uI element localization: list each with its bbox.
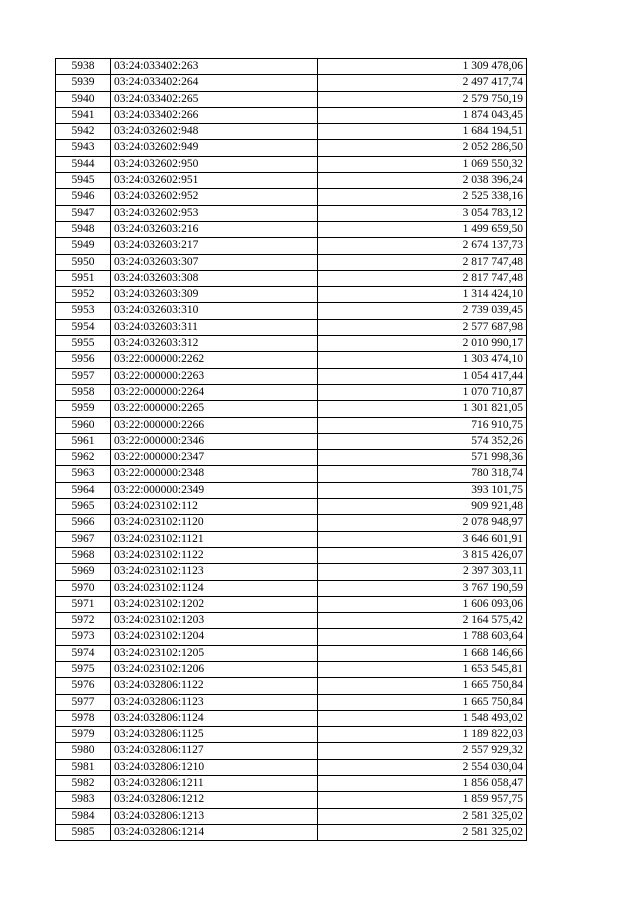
- cadastral-value-cell: 1 301 821,05: [318, 401, 527, 417]
- cadastral-number-cell: 03:22:000000:2264: [111, 384, 318, 400]
- cadastral-number-cell: 03:24:032603:310: [111, 303, 318, 319]
- table-row: [56, 759, 527, 775]
- cadastral-number-cell: 03:24:023102:1205: [111, 645, 318, 661]
- row-number-cell: 5979: [56, 727, 111, 743]
- table-row: [56, 156, 527, 172]
- cadastral-value-cell: 2 078 948,97: [318, 515, 527, 531]
- cadastral-number-cell: 03:24:032806:1127: [111, 743, 318, 759]
- table-row: [56, 710, 527, 726]
- table-row: [56, 254, 527, 270]
- cadastral-number-cell: 03:24:032603:216: [111, 221, 318, 237]
- row-number-cell: 5944: [56, 156, 111, 172]
- cadastral-number-cell: 03:22:000000:2265: [111, 401, 318, 417]
- cadastral-number-cell: 03:22:000000:2262: [111, 352, 318, 368]
- row-number-cell: 5938: [56, 59, 111, 75]
- table-row: [56, 401, 527, 417]
- cadastral-value-cell: 2 581 325,02: [318, 824, 527, 840]
- table-body: [56, 59, 527, 841]
- row-number-cell: 5975: [56, 661, 111, 677]
- cadastral-value-cell: 2 577 687,98: [318, 319, 527, 335]
- cadastral-number-cell: 03:24:033402:265: [111, 91, 318, 107]
- cadastral-value-cell: 716 910,75: [318, 417, 527, 433]
- cadastral-number-cell: 03:22:000000:2348: [111, 466, 318, 482]
- row-number-cell: 5950: [56, 254, 111, 270]
- cadastral-value-cell: 1 499 659,50: [318, 221, 527, 237]
- cadastral-number-cell: 03:24:032806:1125: [111, 727, 318, 743]
- cadastral-value-cell: 393 101,75: [318, 482, 527, 498]
- cadastral-value-cell: 3 054 783,12: [318, 205, 527, 221]
- row-number-cell: 5961: [56, 433, 111, 449]
- cadastral-number-cell: 03:24:033402:264: [111, 75, 318, 91]
- row-number-cell: 5969: [56, 564, 111, 580]
- cadastral-number-cell: 03:24:032602:950: [111, 156, 318, 172]
- table-row: [56, 140, 527, 156]
- cadastral-value-cell: 1 314 424,10: [318, 287, 527, 303]
- table-row: [56, 694, 527, 710]
- row-number-cell: 5951: [56, 270, 111, 286]
- row-number-cell: 5983: [56, 792, 111, 808]
- cadastral-number-cell: 03:22:000000:2263: [111, 368, 318, 384]
- table-row: [56, 417, 527, 433]
- cadastral-number-cell: 03:24:032806:1123: [111, 694, 318, 710]
- cadastral-value-cell: 1 070 710,87: [318, 384, 527, 400]
- row-number-cell: 5972: [56, 613, 111, 629]
- table-row: [56, 776, 527, 792]
- cadastral-number-cell: 03:24:032602:953: [111, 205, 318, 221]
- cadastral-value-cell: 1 189 822,03: [318, 727, 527, 743]
- cadastral-value-cell: 3 767 190,59: [318, 580, 527, 596]
- cadastral-value-cell: 2 397 303,11: [318, 564, 527, 580]
- cadastral-value-cell: 1 069 550,32: [318, 156, 527, 172]
- row-number-cell: 5954: [56, 319, 111, 335]
- cadastral-number-cell: 03:22:000000:2346: [111, 433, 318, 449]
- cadastral-number-cell: 03:24:032806:1124: [111, 710, 318, 726]
- row-number-cell: 5955: [56, 336, 111, 352]
- table-row: [56, 189, 527, 205]
- row-number-cell: 5941: [56, 107, 111, 123]
- table-row: [56, 270, 527, 286]
- row-number-cell: 5978: [56, 710, 111, 726]
- cadastral-number-cell: 03:24:032806:1211: [111, 776, 318, 792]
- cadastral-number-cell: 03:24:023102:1204: [111, 629, 318, 645]
- table-row: [56, 75, 527, 91]
- table-row: [56, 743, 527, 759]
- cadastral-value-cell: 1 653 545,81: [318, 661, 527, 677]
- table-row: [56, 580, 527, 596]
- cadastral-value-cell: 1 665 750,84: [318, 678, 527, 694]
- cadastral-value-cell: 2 164 575,42: [318, 613, 527, 629]
- cadastral-value-cell: 2 010 990,17: [318, 336, 527, 352]
- cadastral-value-table: [55, 58, 527, 841]
- row-number-cell: 5966: [56, 515, 111, 531]
- table-row: [56, 613, 527, 629]
- cadastral-number-cell: 03:24:032806:1213: [111, 808, 318, 824]
- row-number-cell: 5942: [56, 124, 111, 140]
- cadastral-number-cell: 03:24:032602:948: [111, 124, 318, 140]
- row-number-cell: 5956: [56, 352, 111, 368]
- row-number-cell: 5959: [56, 401, 111, 417]
- cadastral-number-cell: 03:24:032602:951: [111, 173, 318, 189]
- row-number-cell: 5960: [56, 417, 111, 433]
- row-number-cell: 5939: [56, 75, 111, 91]
- cadastral-value-cell: 1 054 417,44: [318, 368, 527, 384]
- table-row: [56, 678, 527, 694]
- cadastral-value-cell: 1 859 957,75: [318, 792, 527, 808]
- row-number-cell: 5948: [56, 221, 111, 237]
- table-row: [56, 205, 527, 221]
- cadastral-value-cell: 1 303 474,10: [318, 352, 527, 368]
- cadastral-value-cell: 2 497 417,74: [318, 75, 527, 91]
- row-number-cell: 5967: [56, 531, 111, 547]
- cadastral-value-cell: 1 788 603,64: [318, 629, 527, 645]
- row-number-cell: 5958: [56, 384, 111, 400]
- cadastral-number-cell: 03:22:000000:2347: [111, 450, 318, 466]
- row-number-cell: 5973: [56, 629, 111, 645]
- table-row: [56, 482, 527, 498]
- cadastral-value-cell: 2 579 750,19: [318, 91, 527, 107]
- cadastral-number-cell: 03:24:023102:1203: [111, 613, 318, 629]
- cadastral-number-cell: 03:24:032603:307: [111, 254, 318, 270]
- row-number-cell: 5982: [56, 776, 111, 792]
- table-row: [56, 515, 527, 531]
- table-row: [56, 629, 527, 645]
- table-row: [56, 287, 527, 303]
- row-number-cell: 5957: [56, 368, 111, 384]
- row-number-cell: 5974: [56, 645, 111, 661]
- row-number-cell: 5984: [56, 808, 111, 824]
- cadastral-number-cell: 03:24:032603:217: [111, 238, 318, 254]
- table-row: [56, 368, 527, 384]
- row-number-cell: 5953: [56, 303, 111, 319]
- cadastral-value-cell: 1 606 093,06: [318, 596, 527, 612]
- cadastral-value-cell: 2 052 286,50: [318, 140, 527, 156]
- cadastral-number-cell: 03:24:032806:1212: [111, 792, 318, 808]
- cadastral-value-cell: 1 668 146,66: [318, 645, 527, 661]
- cadastral-value-cell: 2 554 030,04: [318, 759, 527, 775]
- table-row: [56, 824, 527, 840]
- row-number-cell: 5985: [56, 824, 111, 840]
- cadastral-number-cell: 03:24:023102:112: [111, 499, 318, 515]
- row-number-cell: 5962: [56, 450, 111, 466]
- cadastral-value-cell: 1 548 493,02: [318, 710, 527, 726]
- cadastral-value-cell: 571 998,36: [318, 450, 527, 466]
- cadastral-number-cell: 03:24:023102:1206: [111, 661, 318, 677]
- row-number-cell: 5945: [56, 173, 111, 189]
- row-number-cell: 5964: [56, 482, 111, 498]
- cadastral-number-cell: 03:22:000000:2266: [111, 417, 318, 433]
- table-row: [56, 221, 527, 237]
- table-row: [56, 792, 527, 808]
- cadastral-number-cell: 03:24:023102:1124: [111, 580, 318, 596]
- table-row: [56, 808, 527, 824]
- cadastral-number-cell: 03:24:033402:263: [111, 59, 318, 75]
- table-row: [56, 450, 527, 466]
- row-number-cell: 5968: [56, 547, 111, 563]
- table-row: [56, 124, 527, 140]
- cadastral-value-cell: 780 318,74: [318, 466, 527, 482]
- cadastral-value-cell: 2 817 747,48: [318, 254, 527, 270]
- cadastral-value-cell: 2 557 929,32: [318, 743, 527, 759]
- table-row: [56, 303, 527, 319]
- row-number-cell: 5977: [56, 694, 111, 710]
- table-row: [56, 59, 527, 75]
- table-row: [56, 336, 527, 352]
- row-number-cell: 5970: [56, 580, 111, 596]
- table-row: [56, 319, 527, 335]
- cadastral-value-cell: 1 684 194,51: [318, 124, 527, 140]
- table-row: [56, 499, 527, 515]
- table-row: [56, 91, 527, 107]
- row-number-cell: 5976: [56, 678, 111, 694]
- table-row: [56, 433, 527, 449]
- cadastral-number-cell: 03:24:032806:1122: [111, 678, 318, 694]
- row-number-cell: 5940: [56, 91, 111, 107]
- table-row: [56, 173, 527, 189]
- cadastral-number-cell: 03:24:032806:1210: [111, 759, 318, 775]
- row-number-cell: 5981: [56, 759, 111, 775]
- table-row: [56, 564, 527, 580]
- cadastral-number-cell: 03:24:023102:1120: [111, 515, 318, 531]
- table-row: [56, 107, 527, 123]
- row-number-cell: 5943: [56, 140, 111, 156]
- row-number-cell: 5971: [56, 596, 111, 612]
- cadastral-value-cell: 2 581 325,02: [318, 808, 527, 824]
- table-row: [56, 727, 527, 743]
- table-row: [56, 466, 527, 482]
- cadastral-value-cell: 3 646 601,91: [318, 531, 527, 547]
- cadastral-number-cell: 03:24:032602:952: [111, 189, 318, 205]
- cadastral-value-cell: 1 665 750,84: [318, 694, 527, 710]
- table-row: [56, 384, 527, 400]
- row-number-cell: 5947: [56, 205, 111, 221]
- cadastral-value-cell: 2 739 039,45: [318, 303, 527, 319]
- table-row: [56, 661, 527, 677]
- row-number-cell: 5965: [56, 499, 111, 515]
- cadastral-value-cell: 2 674 137,73: [318, 238, 527, 254]
- cadastral-value-cell: 2 038 396,24: [318, 173, 527, 189]
- cadastral-number-cell: 03:24:023102:1121: [111, 531, 318, 547]
- cadastral-number-cell: 03:24:023102:1202: [111, 596, 318, 612]
- cadastral-number-cell: 03:24:032603:309: [111, 287, 318, 303]
- cadastral-number-cell: 03:24:023102:1123: [111, 564, 318, 580]
- cadastral-value-cell: 3 815 426,07: [318, 547, 527, 563]
- cadastral-value-cell: 1 874 043,45: [318, 107, 527, 123]
- cadastral-number-cell: 03:22:000000:2349: [111, 482, 318, 498]
- row-number-cell: 5952: [56, 287, 111, 303]
- row-number-cell: 5946: [56, 189, 111, 205]
- table-row: [56, 645, 527, 661]
- row-number-cell: 5949: [56, 238, 111, 254]
- row-number-cell: 5980: [56, 743, 111, 759]
- cadastral-value-cell: 2 525 338,16: [318, 189, 527, 205]
- cadastral-value-cell: 1 856 058,47: [318, 776, 527, 792]
- table-row: [56, 547, 527, 563]
- table-row: [56, 596, 527, 612]
- cadastral-number-cell: 03:24:023102:1122: [111, 547, 318, 563]
- table-row: [56, 352, 527, 368]
- cadastral-number-cell: 03:24:032603:308: [111, 270, 318, 286]
- cadastral-number-cell: 03:24:032603:311: [111, 319, 318, 335]
- cadastral-number-cell: 03:24:032806:1214: [111, 824, 318, 840]
- cadastral-value-cell: 909 921,48: [318, 499, 527, 515]
- cadastral-number-cell: 03:24:032602:949: [111, 140, 318, 156]
- cadastral-number-cell: 03:24:032603:312: [111, 336, 318, 352]
- table-row: [56, 238, 527, 254]
- cadastral-value-cell: 1 309 478,06: [318, 59, 527, 75]
- row-number-cell: 5963: [56, 466, 111, 482]
- table-row: [56, 531, 527, 547]
- cadastral-number-cell: 03:24:033402:266: [111, 107, 318, 123]
- cadastral-value-cell: 2 817 747,48: [318, 270, 527, 286]
- cadastral-value-cell: 574 352,26: [318, 433, 527, 449]
